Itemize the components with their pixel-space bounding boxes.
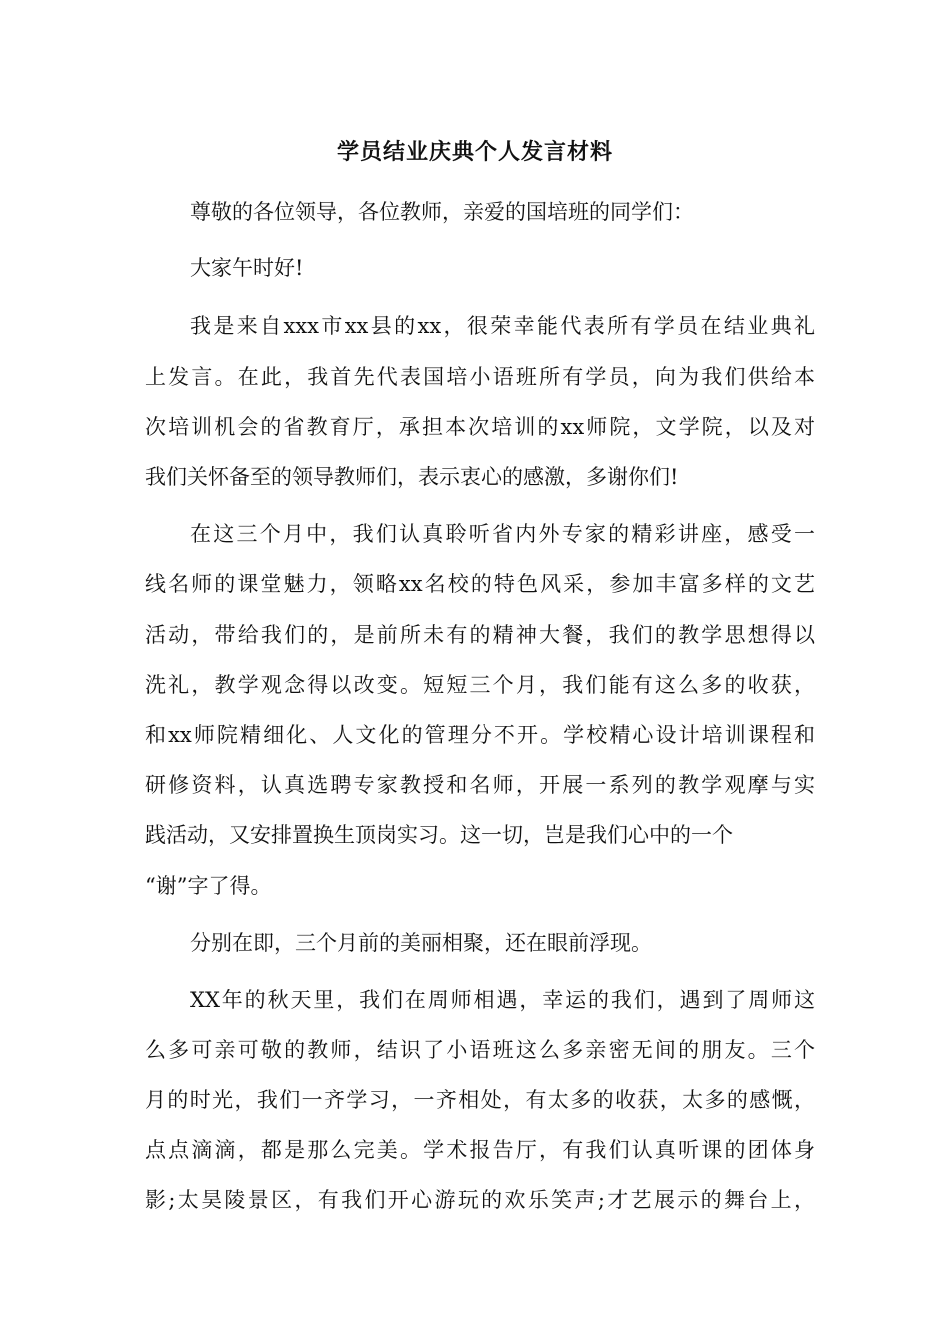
text-line: 活动，带给我们的，是前所未有的精神大餐，我们的教学思想得以 xyxy=(145,623,815,647)
text-line: 我们关怀备至的领导教师们，表示衷心的感激，多谢你们! xyxy=(145,465,679,489)
text-line: 分别在即，三个月前的美丽相聚，还在眼前浮现。 xyxy=(190,931,652,955)
text-line: 我是来自xxx市xx县的xx，很荣幸能代表所有学员在结业典礼 xyxy=(190,314,815,338)
text-line: 次培训机会的省教育厅，承担本次培训的xx师院，文学院，以及对 xyxy=(145,415,815,439)
text-line: 在这三个月中，我们认真聆听省内外专家的精彩讲座，感受一 xyxy=(190,522,815,546)
text-line: 点点滴滴，都是那么完美。学术报告厅，有我们认真听课的团体身 xyxy=(145,1138,815,1162)
text-line: 践活动，又安排置换生顶岗实习。这一切，岂是我们心中的一个 xyxy=(145,823,733,847)
text-line: “谢”字了得。 xyxy=(145,874,272,898)
text-line: 上发言。在此，我首先代表国培小语班所有学员，向为我们供给本 xyxy=(145,365,815,389)
text-line: 影;太昊陵景区，有我们开心游玩的欢乐笑声;才艺展示的舞台上， xyxy=(145,1188,815,1212)
text-line: 线名师的课堂魅力，领略xx名校的特色风采，参加丰富多样的文艺 xyxy=(145,572,815,596)
text-line: 月的时光，我们一齐学习，一齐相处，有太多的收获，太多的感慨， xyxy=(145,1088,815,1112)
text-line: 尊敬的各位领导，各位教师，亲爱的国培班的同学们： xyxy=(190,200,694,224)
text-line: 大家午时好! xyxy=(190,256,304,280)
text-line: 么多可亲可敬的教师，结识了小语班这么多亲密无间的朋友。三个 xyxy=(145,1038,815,1062)
text-line: 洗礼，教学观念得以改变。短短三个月，我们能有这么多的收获， xyxy=(145,673,815,697)
text-line: 研修资料，认真选聘专家教授和名师，开展一系列的教学观摩与实 xyxy=(145,773,815,797)
document-title: 学员结业庆典个人发言材料 xyxy=(336,139,613,165)
text-line: 和xx师院精细化、人文化的管理分不开。学校精心设计培训课程和 xyxy=(145,723,815,747)
text-line: XX年的秋天里，我们在周师相遇，幸运的我们，遇到了周师这 xyxy=(190,988,815,1012)
